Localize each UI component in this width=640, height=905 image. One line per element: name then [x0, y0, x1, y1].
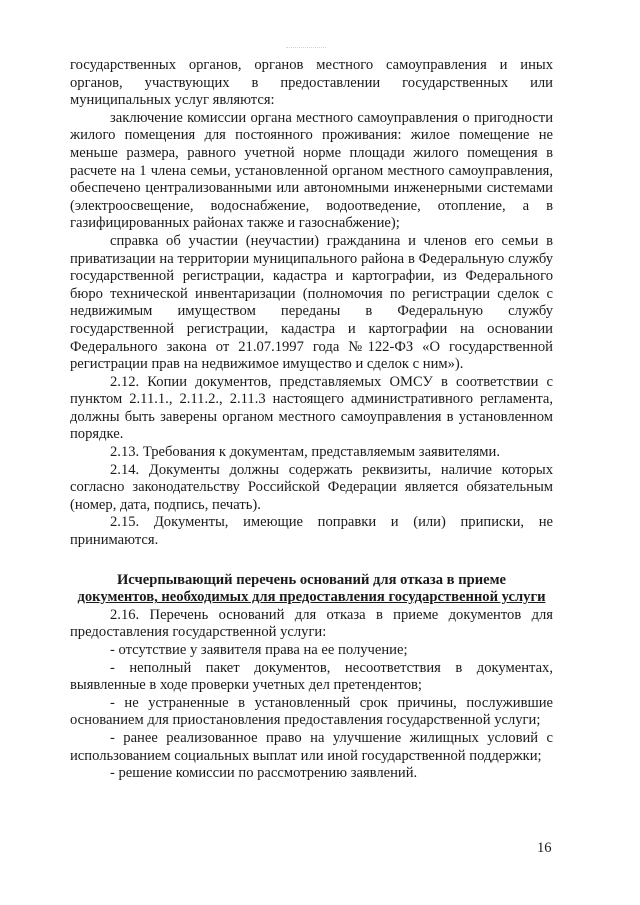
list-item-unresolved-reasons: - не устраненные в установленный срок причины, послужившие основанием для приостановления предоставления государственной услуги;: [70, 694, 553, 729]
section-heading: [70, 572, 553, 607]
paragraph-2-15: 2.15. Документы, имеющие поправки и (или) приписки, не принимаются.: [70, 514, 553, 549]
list-item-previously-realized-right: - ранее реализованное право на улучшение жилищных условий с использованием социальных выплат или иной государственной поддержки;: [70, 729, 553, 764]
document-body: [70, 57, 553, 783]
paragraph-2-14: 2.14. Документы должны содержать реквизиты, наличие которых согласно законодательству Российской Федерации является обязательным (номер, дата, подпись, печать).: [70, 461, 553, 513]
list-item-commission-decision: - решение комиссии по рассмотрению заявлений.: [110, 765, 418, 782]
page-number: 16: [537, 840, 552, 856]
paragraph-2-16: 2.16. Перечень оснований для отказа в приеме документов для предоставления государственной услуги:: [70, 606, 553, 641]
paragraph-commission-conclusion: заключение комиссии органа местного самоуправления о пригодности жилого помещения для постоянного проживания: жилое помещение не меньше размера, равного учетной норме площади жилого помещения в расчете на 1 члена семьи, установленной органом местного самоуправления, обеспечено централизованными или автономными инженерными системами (электроосвещение, водоснабжение, водоотведение, отопление, а в газифицированных районах также и газоснабжение);: [70, 109, 553, 232]
section-heading-line-1: Исчерпывающий перечень оснований для отказа в приеме: [116, 571, 507, 588]
paragraph-2-12: 2.12. Копии документов, представляемых ОМСУ в соответствии с пунктом 2.11.1., 2.11.2., 2.11.3 настоящего административного регламента, должны быть заверены органом местного самоуправления в установленном порядке.: [70, 373, 553, 443]
paragraph-2-13: 2.13. Требования к документам, представляемым заявителями.: [110, 444, 501, 461]
list-item-no-right: - отсутствие у заявителя права на ее получение;: [110, 642, 408, 658]
list-item-incomplete-package: - неполный пакет документов, несоответствия в документах, выявленные в ходе проверки учетных дел претендентов;: [70, 659, 553, 694]
section-heading-line-2: документов, необходимых для предоставления государственной услуги: [77, 589, 546, 606]
paragraph-intro-continuation: государственных органов, органов местного самоуправления и иных органов, участвующих в предоставлении государственных или муниципальных услуг являются:: [70, 57, 553, 109]
faint-stamp-mark: [286, 47, 326, 56]
paragraph-privatization-certificate: справка об участии (неучастии) гражданина и членов его семьи в приватизации на территории муниципального района в Федеральную службу государственной регистрации, кадастра и картографии, из Федерального бюро технической инвентаризации (полномочия по регистрации сделок с недвижимым имуществом переданы в Федеральную службу государственной регистрации, кадастра и картографии на основании Федерального закона от 21.07.1997 года №122-ФЗ «О государственной регистрации прав на недвижимое имущество и сделок с ним»).: [70, 232, 553, 373]
